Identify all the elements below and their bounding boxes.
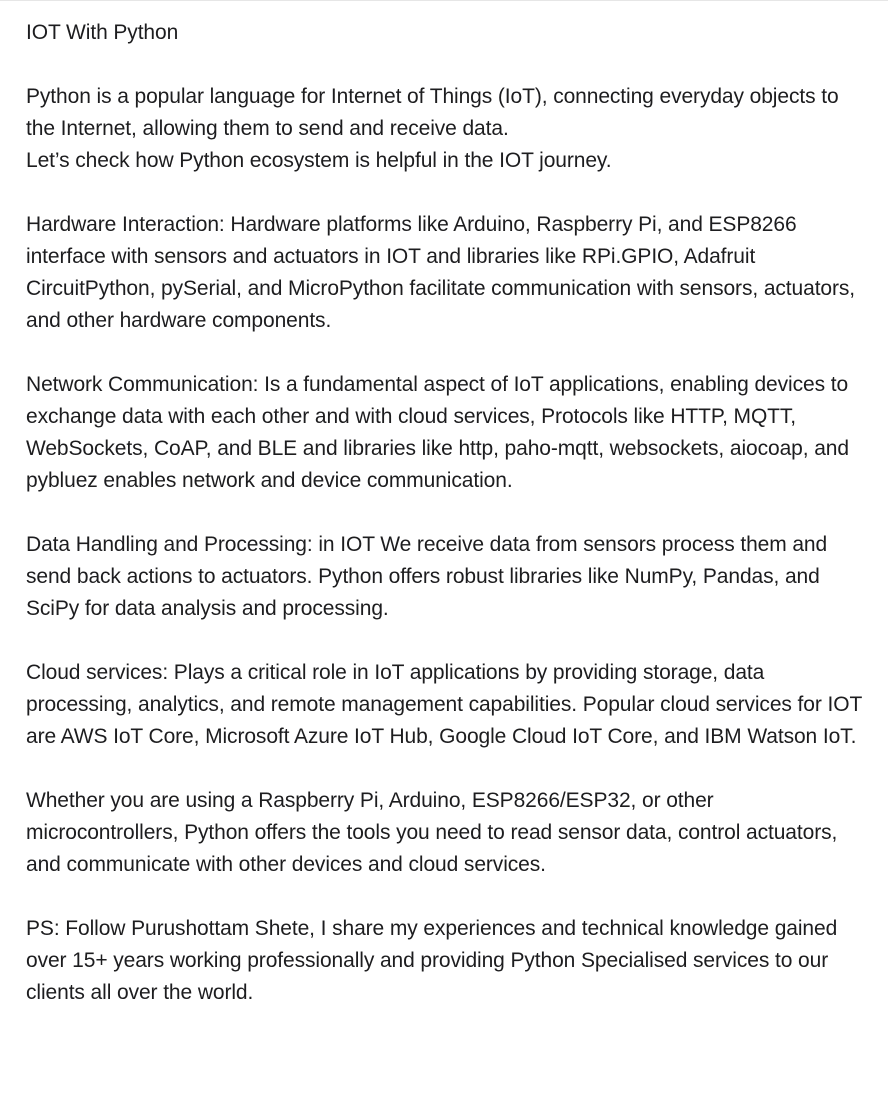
paragraph-intro: Python is a popular language for Internet of Things (IoT), connecting everyday objects to the Internet, allowing them to send and receive data. Let’s check how Python ecosystem is helpful in the IOT journey. bbox=[26, 85, 839, 172]
post-body bbox=[26, 17, 866, 1009]
paragraph-summary: Whether you are using a Raspberry Pi, Arduino, ESP8266/ESP32, or other microcontrollers, Python offers the tools you need to read sensor data, control actuators, and communicate with other devices and cloud services. bbox=[26, 789, 838, 876]
paragraph-network-communication: Network Communication: Is a fundamental aspect of IoT applications, enabling devices to exchange data with each other and with cloud services, Protocols like HTTP, MQTT, WebSockets, CoAP, and BLE and libraries like http, paho-mqtt, websockets, aiocoap, and pybluez enables network and device communication. bbox=[26, 373, 849, 492]
paragraph-ps: PS: Follow Purushottam Shete, I share my experiences and technical knowledge gained over 15+ years working professionally and providing Python Specialised services to our clients all over the world. bbox=[26, 917, 838, 1004]
paragraph-hardware-interaction: Hardware Interaction: Hardware platforms like Arduino, Raspberry Pi, and ESP8266 interface with sensors and actuators in IOT and libraries like RPi.GPIO, Adafruit CircuitPython, pySerial, and MicroPython facilitate communication with sensors, actuators, and other hardware components. bbox=[26, 213, 856, 332]
post-title: IOT With Python bbox=[26, 21, 179, 44]
paragraph-data-handling: Data Handling and Processing: in IOT We receive data from sensors process them and send back actions to actuators. Python offers robust libraries like NumPy, Pandas, and SciPy for data analysis and processing. bbox=[26, 533, 828, 620]
top-divider bbox=[0, 0, 888, 1]
paragraph-cloud-services: Cloud services: Plays a critical role in IoT applications by providing storage, data processing, analytics, and remote management capabilities. Popular cloud services for IOT are AWS IoT Core, Microsoft Azure IoT Hub, Google Cloud IoT Core, and IBM Watson IoT. bbox=[26, 661, 862, 748]
